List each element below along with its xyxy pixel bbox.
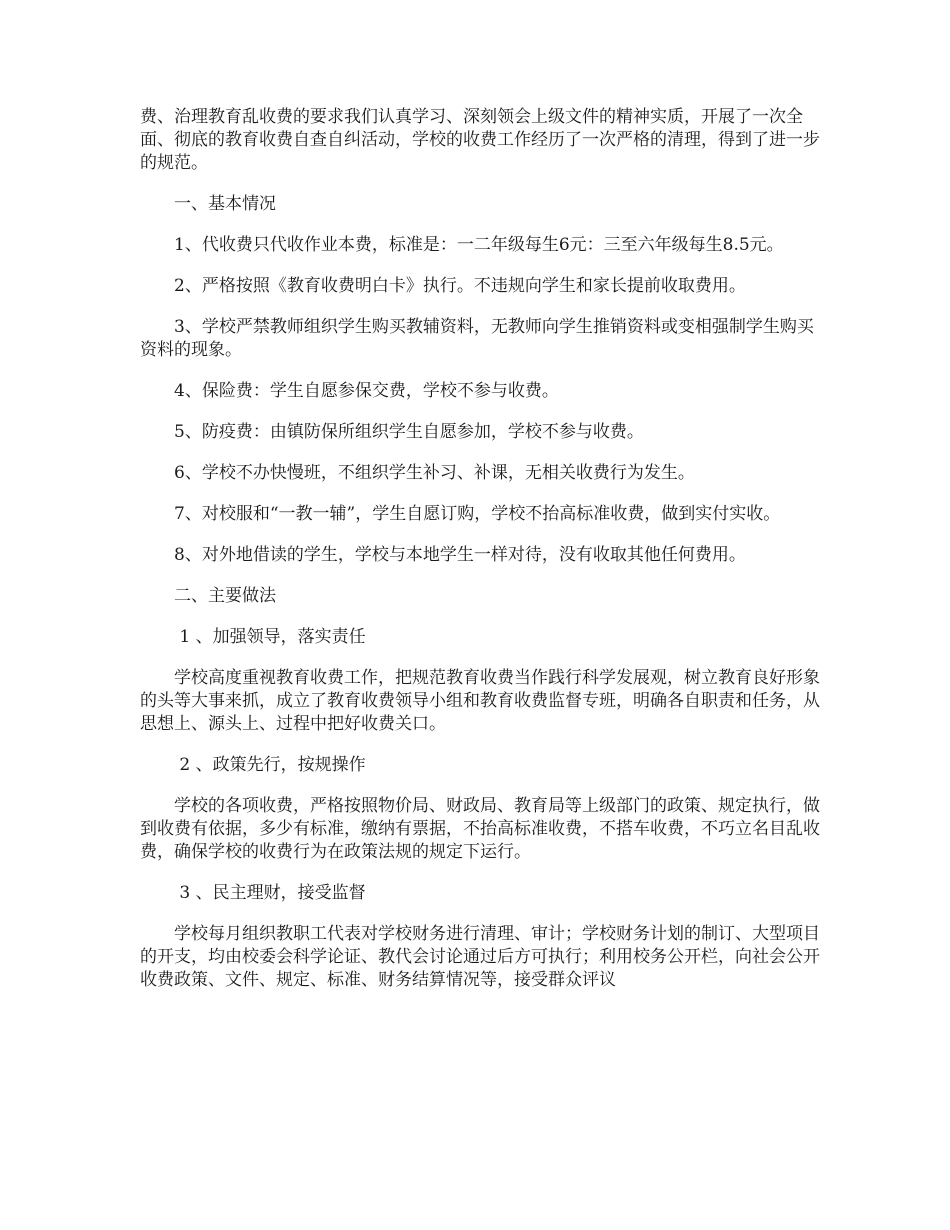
subheading-policy: 2 、政策先行，按规操作: [174, 755, 366, 775]
paragraph-democratic-finance: 学校每月组织教职工代表对学校财务进行清理、审计；学校财务计划的制订、大型项目的开支，均由校委会科学论证、教代会讨论通过后方可执行；利用校务公开栏，向社会公开收费政策、文件、规定、标准、财务结算情况等，接受群众评议: [140, 924, 820, 990]
paragraph-item-2: 2、严格按照《教育收费明白卡》执行。不违规向学生和家长提前收取费用。: [174, 276, 746, 296]
paragraph-item-7: 7、对校服和“一教一辅”，学生自愿订购，学校不抬高标准收费，做到实付实收。: [174, 504, 781, 524]
document-body: [140, 106, 820, 1010]
paragraph-item-5: 5、防疫费：由镇防保所组织学生自愿参加，学校不参与收费。: [174, 422, 644, 442]
paragraph-item-4: 4、保险费：学生自愿参保交费，学校不参与收费。: [174, 381, 559, 401]
subheading-leadership: 1 、加强领导，落实责任: [174, 627, 366, 647]
paragraph-item-8: 8、对外地借读的学生，学校与本地学生一样对待，没有收取其他任何费用。: [174, 545, 746, 565]
paragraph-item-1: 1、代收费只代收作业本费，标准是：一二年级每生6元：三至六年级每生8.5元。: [174, 235, 784, 255]
section-heading-main-practices: 二、主要做法: [174, 586, 276, 606]
paragraph-policy: 学校的各项收费，严格按照物价局、财政局、教育局等上级部门的政策、规定执行，做到收费有依据，多少有标准，缴纳有票据，不抬高标准收费，不搭车收费，不巧立名目乱收费，确保学校的收费行为在政策法规的规定下运行。: [140, 796, 820, 862]
section-heading-basic-situation: 一、基本情况: [174, 194, 276, 214]
paragraph-item-3: 3、学校严禁教师组织学生购买教辅资料，无教师向学生推销资料或变相强制学生购买资料的现象。: [140, 317, 814, 360]
paragraph-intro-continuation: 费、治理教育乱收费的要求我们认真学习、深刻领会上级文件的精神实质，开展了一次全面、彻底的教育收费自查自纠活动，学校的收费工作经历了一次严格的清理，得到了进一步的规范。: [140, 107, 820, 173]
subheading-democratic-finance: 3 、民主理财，接受监督: [174, 883, 366, 903]
paragraph-leadership: 学校高度重视教育收费工作，把规范教育收费当作践行科学发展观，树立教育良好形象的头等大事来抓，成立了教育收费领导小组和教育收费监督专班，明确各自职责和任务，从思想上、源头上、过程中把好收费关口。: [140, 668, 820, 734]
paragraph-item-6: 6、学校不办快慢班，不组织学生补习、补课，无相关收费行为发生。: [174, 463, 695, 483]
